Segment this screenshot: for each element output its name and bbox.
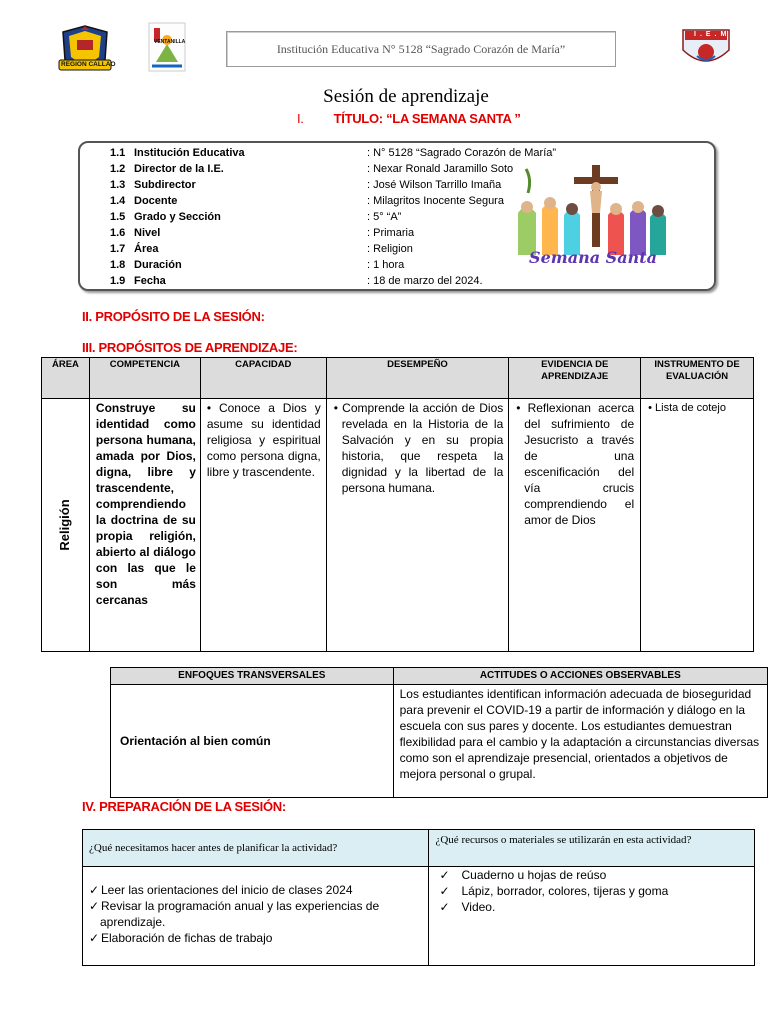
region-callao-logo [57, 24, 116, 76]
check-icon: ✓ [89, 883, 100, 897]
instrumento-bullet: • [648, 402, 652, 414]
lesson-title [297, 111, 521, 126]
desempeno-item: • Comprende la acción de Dios revelada en la Historia de la Salvación y en su propia historia, que respeta la dignidad y la libertad de la persona humana. [333, 401, 504, 495]
header-evidencia: EVIDENCIA DE APRENDIZAJE [509, 358, 641, 399]
header-actitudes: ACTITUDES O ACCIONES OBSERVABLES [393, 668, 767, 685]
desempeno-cell [326, 399, 509, 652]
area-label: Religión [57, 499, 73, 551]
ventanilla-logo [148, 22, 186, 72]
semana-santa-illustration [508, 163, 676, 275]
before-item [89, 930, 424, 946]
resources-list-cell [429, 867, 755, 966]
instrumento-item: • Lista de cotejo [648, 402, 726, 414]
header-instrumento: INSTRUMENTO DE EVALUACIÓN [641, 358, 754, 399]
preparation-question-row [83, 830, 755, 867]
info-row-label: Duración [134, 259, 182, 271]
item-text: Revisar la programación anual y las experiencias de aprendizaje. [100, 899, 380, 929]
info-row-value: : 1 hora [367, 259, 405, 271]
info-row-number: 1.3 [110, 179, 126, 191]
preparation-answer-row [83, 867, 755, 966]
evidencia-cell [509, 399, 641, 652]
session-title: Sesión de aprendizaje [323, 86, 489, 107]
info-row-number: 1.1 [110, 147, 126, 159]
enfoques-header-row [111, 668, 768, 685]
area-cell [42, 399, 90, 652]
enfoques-table [110, 667, 768, 798]
info-row-value: : Religion [367, 243, 413, 255]
logo-left-text: REGION CALLAO [61, 61, 116, 68]
info-row-value: : Nexar Ronald Jaramillo Soto [367, 163, 514, 175]
section-preparation-heading: IV. PREPARACIÓN DE LA SESIÓN: [82, 799, 286, 814]
item-text: Elaboración de fichas de trabajo [101, 931, 273, 945]
info-row-label: Área [134, 243, 159, 255]
purposes-data-row [42, 399, 754, 652]
section-purpose-heading: II. PROPÓSITO DE LA SESIÓN: [82, 309, 265, 324]
header-area: ÁREA [42, 358, 90, 399]
info-row-number: 1.6 [110, 227, 126, 239]
instrumento-cell [641, 399, 754, 652]
info-row-number: 1.5 [110, 211, 126, 223]
info-row-label: Subdirector [134, 179, 196, 191]
info-row-value: : 5° “A” [367, 211, 402, 223]
info-row-number: 1.8 [110, 259, 126, 271]
capacidad-cell: • Conoce a Dios y asume su identidad religiosa y espiritual como persona digna, libre y trascendente. [200, 399, 326, 652]
preparation-table [82, 829, 755, 966]
resource-item [439, 883, 750, 899]
institution-banner [226, 31, 616, 67]
logo-right-text: I.E.M [694, 31, 731, 38]
resource-item [439, 899, 750, 915]
info-row-value: : Primaria [367, 227, 415, 239]
institution-banner-text: Institución Educativa N° 5128 “Sagrado Corazón de María” [276, 41, 566, 56]
enfoques-data-row [111, 685, 768, 798]
info-row-label: Institución Educativa [134, 147, 245, 159]
check-icon: ✓ [89, 931, 100, 945]
info-row-number: 1.9 [110, 275, 126, 287]
before-item [89, 898, 424, 930]
info-row-label: Nivel [134, 227, 161, 239]
header-competencia: COMPETENCIA [89, 358, 200, 399]
before-list-cell [83, 867, 429, 966]
info-row-number: 1.4 [110, 195, 126, 207]
lesson-title-text: TÍTULO: “LA SEMANA SANTA ” [333, 111, 521, 126]
lesson-title-number: I. [297, 111, 304, 126]
enfoque-cell: Orientación al bien común [111, 685, 394, 798]
question-before-cell: ¿Qué necesitamos hacer antes de planificar la actividad? [83, 830, 429, 867]
item-text: Cuaderno u hojas de reúso [461, 868, 607, 882]
info-row-label: Docente [134, 195, 178, 207]
info-row-value: : 18 de marzo del 2024. [367, 275, 483, 287]
check-icon: ✓ [89, 899, 100, 913]
info-row-value: : Milagritos Inocente Segura [367, 195, 504, 207]
actitudes-cell: Los estudiantes identifican información adecuada de bioseguridad para prevenir el COVID-19 a partir de información y diálogo en la escuela con sus pares y docente. Los estudiantes demuestran flexibilidad para el cambio y la adaptación a circunstancias diversas como son el aprendizaje presencial, orientados a objetivos de mejora personal o grupal. [393, 685, 767, 798]
purposes-header-row [42, 358, 754, 399]
competencia-cell: Construye su identidad como persona humana, amada por Dios, digna, libre y trascendente, comprendiendo la doctrina de su propia religión, abierto al diálogo con las que le son más cercanas [89, 399, 200, 652]
evidencia-item: • Reflexionan acerca del sufrimiento de Jesucristo a través de una escenificación del vía crucis comprendiendo el amor de Dios [516, 401, 635, 527]
check-icon: ✓ [439, 868, 450, 882]
general-info-box [78, 141, 716, 291]
before-item [89, 882, 424, 898]
item-text: Video. [461, 900, 496, 914]
info-row-label: Fecha [134, 275, 166, 287]
item-text: Lápiz, borrador, colores, tijeras y goma [461, 884, 669, 898]
header-enfoques: ENFOQUES TRANSVERSALES [111, 668, 394, 685]
evidencia-bullet: • [516, 401, 521, 415]
iem-logo [679, 26, 733, 70]
check-icon: ✓ [439, 900, 450, 914]
illustration-caption: Semana Santa [529, 248, 657, 267]
header-capacidad: CAPACIDAD [200, 358, 326, 399]
resource-item [439, 867, 750, 883]
info-row-value: : José Wilson Tarrillo Imaña [367, 179, 502, 191]
logo-mid-text: VENTANILLA [154, 39, 186, 45]
section-learning-purposes-heading: III. PROPÓSITOS DE APRENDIZAJE: [82, 340, 298, 355]
header-desempeno: DESEMPEÑO [326, 358, 509, 399]
check-icon: ✓ [439, 884, 450, 898]
item-text: Leer las orientaciones del inicio de clases 2024 [101, 883, 353, 897]
desempeno-bullet: • [333, 401, 338, 415]
info-row-value: : N° 5128 “Sagrado Corazón de María” [367, 147, 557, 159]
learning-purposes-table [41, 357, 754, 652]
info-row-number: 1.2 [110, 163, 126, 175]
question-resources-cell: ¿Qué recursos o materiales se utilizarán en esta actividad? [429, 830, 755, 867]
info-row-label: Director de la I.E. [134, 163, 224, 175]
info-row-number: 1.7 [110, 243, 126, 255]
info-row-label: Grado y Sección [134, 211, 221, 223]
